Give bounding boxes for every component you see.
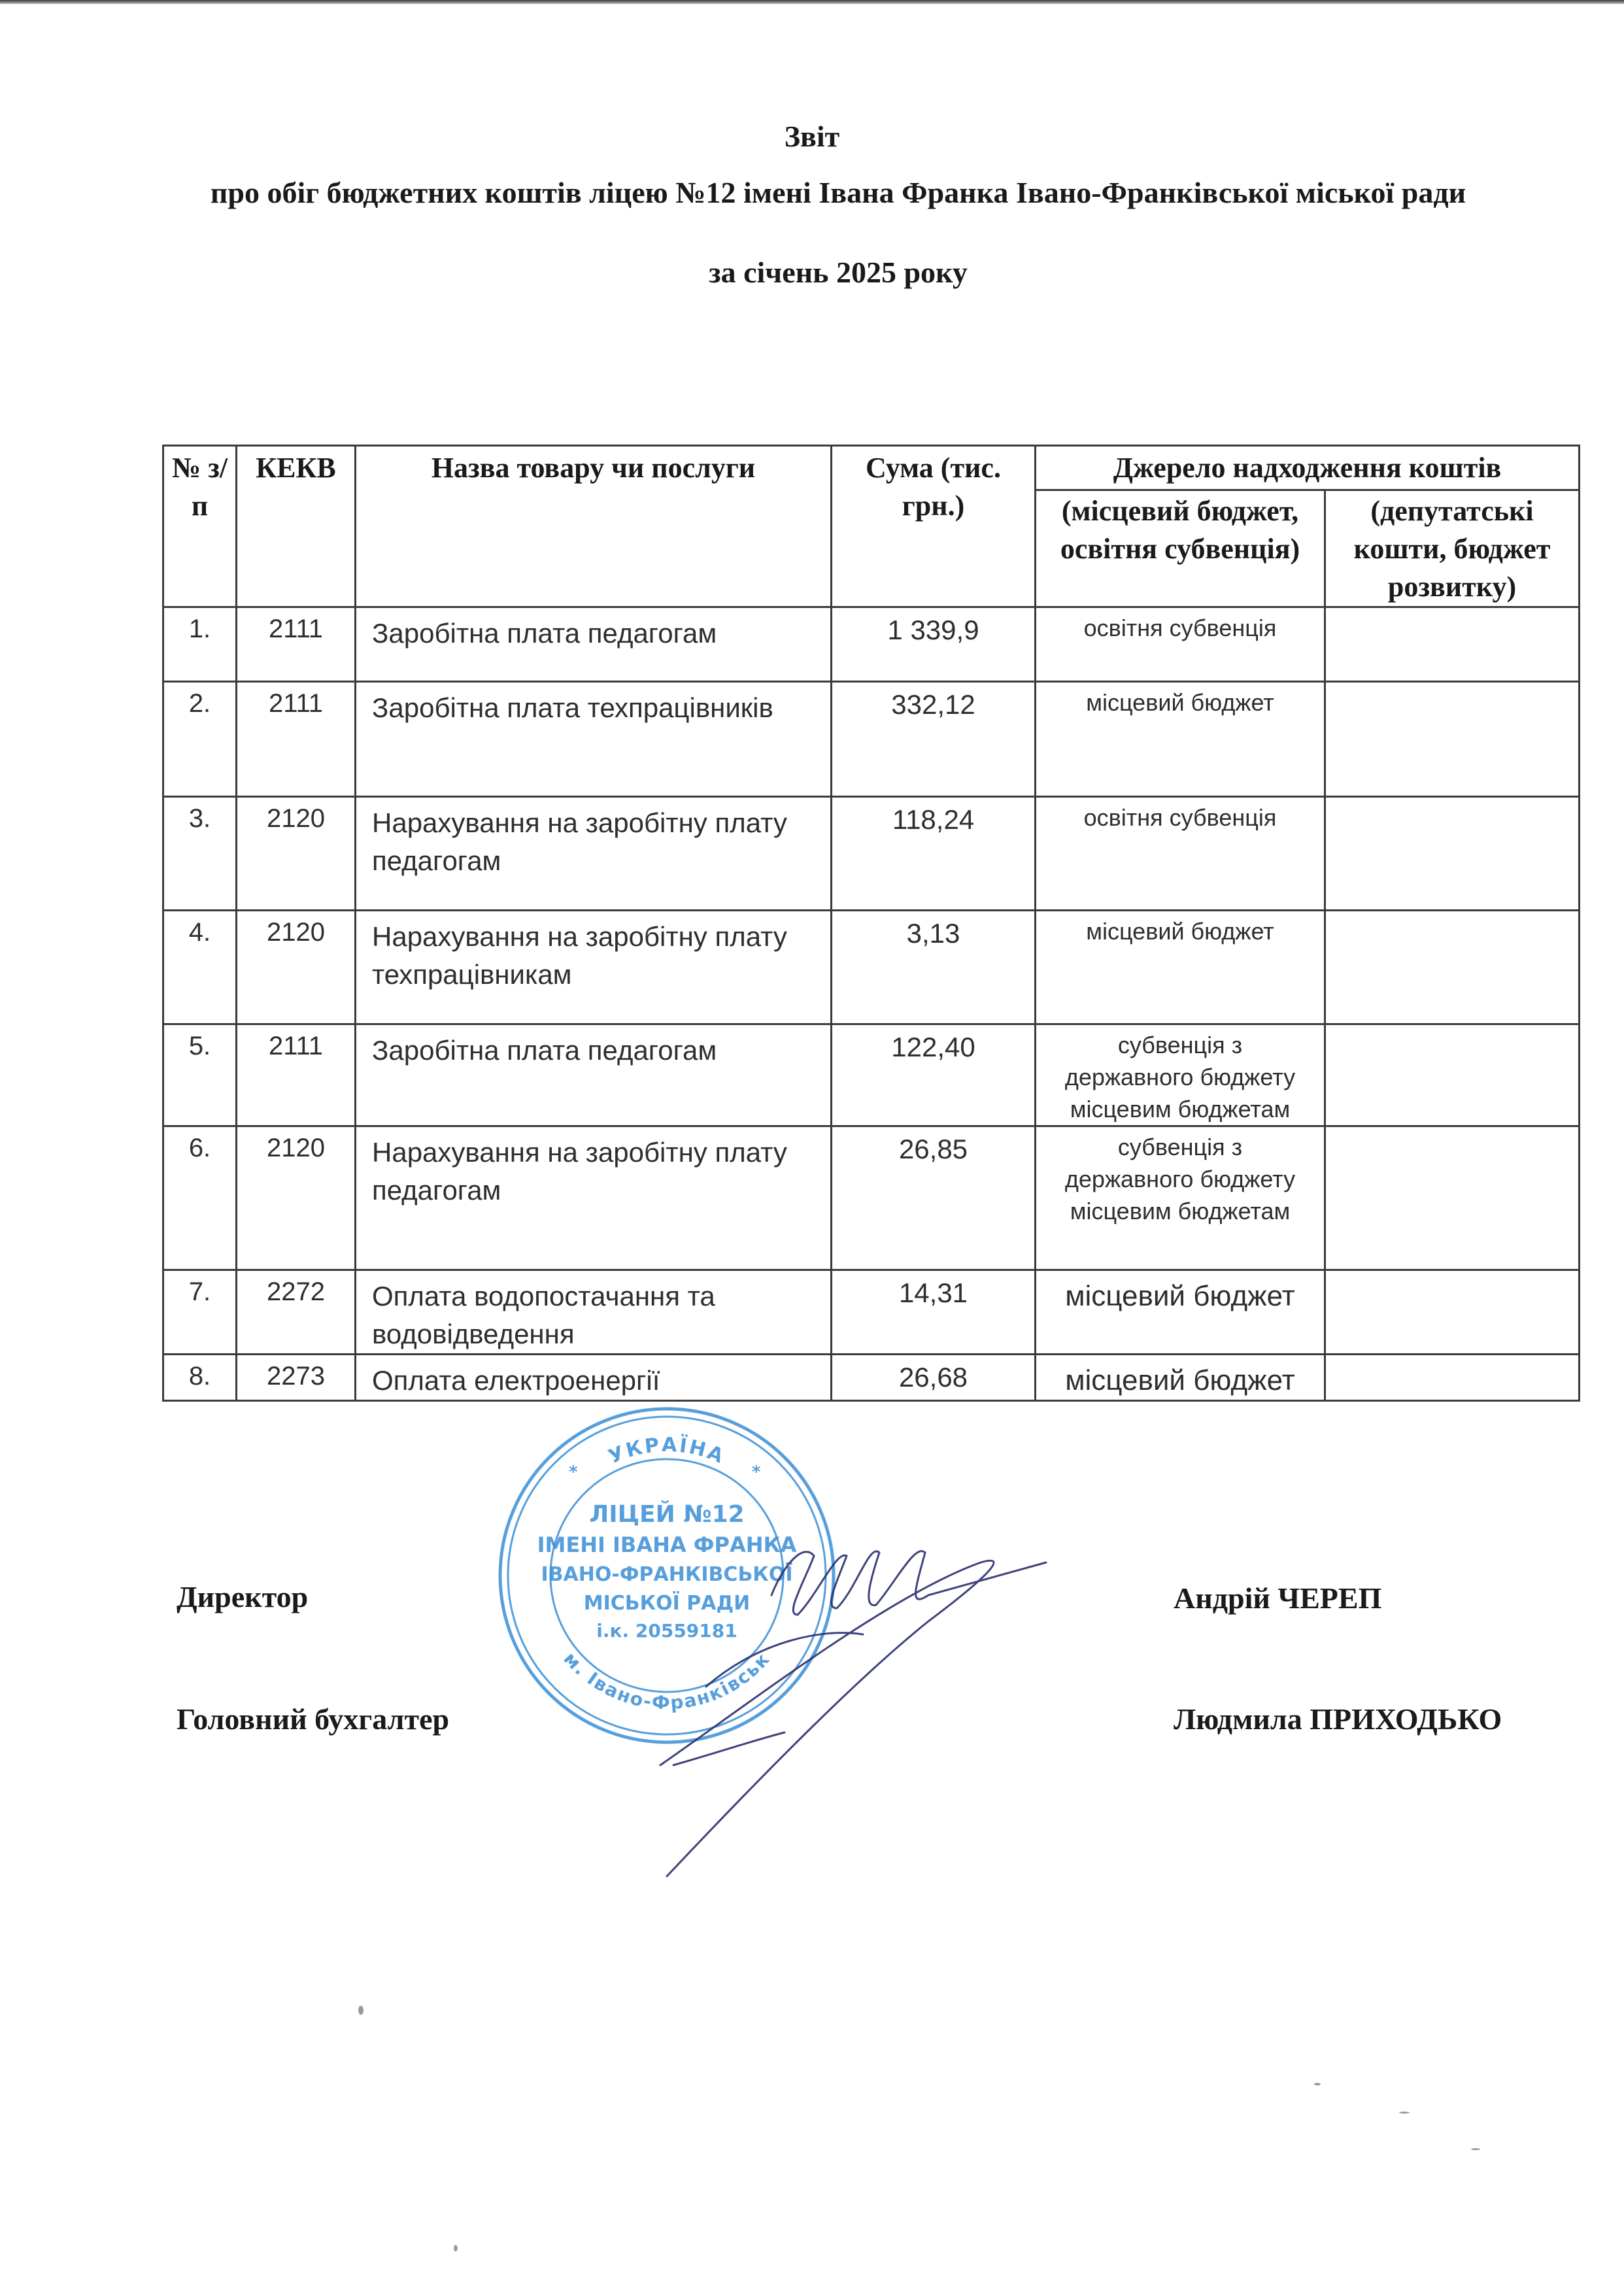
row-sum-cell: 1 339,9 <box>832 607 1036 682</box>
row-kekv-cell: 2120 <box>237 911 356 1024</box>
row-deputy-cell <box>1325 797 1580 911</box>
row-source-cell: субвенція з державного бюджету місцевим бюджетам <box>1036 1126 1325 1270</box>
svg-text:УКРАЇНА <box>605 1434 728 1469</box>
document-period: за січень 2025 року <box>709 256 968 289</box>
row-num-cell: 8. <box>163 1355 237 1401</box>
row-kekv-cell: 2111 <box>237 1024 356 1126</box>
svg-text:*: * <box>569 1462 578 1482</box>
row-name-cell: Заробітна плата техпрацівників <box>356 682 832 797</box>
row-kekv-cell: 2273 <box>237 1355 356 1401</box>
row-num-cell: 6. <box>163 1126 237 1270</box>
header-kekv: КЕКВ <box>237 446 356 607</box>
row-name-cell: Заробітна плата педагогам <box>356 607 832 682</box>
scan-speck <box>1399 2112 1410 2114</box>
row-source-cell: місцевий бюджет <box>1036 911 1325 1024</box>
stamp-bottom-text: м. Івано-Франківськ <box>559 1647 775 1714</box>
row-kekv-cell: 2120 <box>237 1126 356 1270</box>
row-kekv-cell: 2120 <box>237 797 356 911</box>
row-source-cell: освітня субвенція <box>1036 607 1325 682</box>
scan-speck <box>454 2245 458 2252</box>
header-source-deputy: (депутатські кошти, бюджет розвитку) <box>1325 490 1580 607</box>
report-table <box>162 445 1580 1402</box>
director-signature <box>588 1491 1059 1883</box>
row-sum-cell: 118,24 <box>832 797 1036 911</box>
row-sum-cell: 3,13 <box>832 911 1036 1024</box>
scan-speck <box>1314 2083 1321 2085</box>
director-name: Андрій ЧЕРЕП <box>1174 1581 1382 1615</box>
stamp-line1: ЛІЦЕЙ №12 <box>589 1501 745 1528</box>
table-row <box>163 682 1580 797</box>
row-sum-cell: 332,12 <box>832 682 1036 797</box>
accountant-label: Головний бухгалтер <box>177 1702 450 1736</box>
director-label: Директор <box>177 1580 309 1613</box>
scan-speck <box>1471 2148 1480 2150</box>
row-source-cell: місцевий бюджет <box>1036 1270 1325 1355</box>
table-row <box>163 1126 1580 1270</box>
table-row <box>163 1355 1580 1401</box>
row-name-cell: Оплата водопостачання та водовідведення <box>356 1270 832 1355</box>
row-sum-cell: 26,68 <box>832 1355 1036 1401</box>
row-num-cell: 2. <box>163 682 237 797</box>
header-name: Назва товару чи послуги <box>356 446 832 607</box>
row-num-cell: 7. <box>163 1270 237 1355</box>
row-sum-cell: 26,85 <box>832 1126 1036 1270</box>
table-row <box>163 797 1580 911</box>
row-deputy-cell <box>1325 607 1580 682</box>
row-kekv-cell: 2111 <box>237 607 356 682</box>
row-source-cell: місцевий бюджет <box>1036 1355 1325 1401</box>
row-sum-cell: 14,31 <box>832 1270 1036 1355</box>
row-num-cell: 5. <box>163 1024 237 1126</box>
scan-edge <box>0 0 1624 4</box>
row-num-cell: 4. <box>163 911 237 1024</box>
row-kekv-cell: 2111 <box>237 682 356 797</box>
row-name-cell: Нарахування на заробітну плату техпрацівникам <box>356 911 832 1024</box>
header-source: Джерело надходження коштів <box>1036 446 1580 490</box>
row-name-cell: Нарахування на заробітну плату педагогам <box>356 1126 832 1270</box>
row-deputy-cell <box>1325 1270 1580 1355</box>
stamp-code: і.к. 20559181 <box>596 1620 737 1642</box>
row-source-cell: освітня субвенція <box>1036 797 1325 911</box>
row-source-cell: місцевий бюджет <box>1036 682 1325 797</box>
header-source-local: (місцевий бюджет, освітня субвенція) <box>1036 490 1325 607</box>
row-deputy-cell <box>1325 682 1580 797</box>
row-name-cell: Оплата електроенергії <box>356 1355 832 1401</box>
document-subtitle: про обіг бюджетних коштів ліцею №12 імені Івана Франка Івано-Франківської міської ради <box>210 176 1466 209</box>
row-source-cell: субвенція з державного бюджету місцевим бюджетам <box>1036 1024 1325 1126</box>
table-row <box>163 607 1580 682</box>
scan-speck <box>358 2006 364 2015</box>
stamp-line4: МІСЬКОЇ РАДИ <box>583 1592 751 1615</box>
table-row <box>163 1024 1580 1126</box>
table-row <box>163 1270 1580 1355</box>
table-row <box>163 911 1580 1024</box>
row-deputy-cell <box>1325 911 1580 1024</box>
accountant-name: Людмила ПРИХОДЬКО <box>1174 1702 1502 1736</box>
row-deputy-cell <box>1325 1024 1580 1126</box>
row-name-cell: Заробітна плата педагогам <box>356 1024 832 1126</box>
document-title: Звіт <box>784 120 840 153</box>
stamp-top-text: УКРАЇНА <box>605 1433 729 1469</box>
row-sum-cell: 122,40 <box>832 1024 1036 1126</box>
header-sum: Сума (тис. грн.) <box>832 446 1036 607</box>
row-deputy-cell <box>1325 1126 1580 1270</box>
stamp-line3: ІВАНО-ФРАНКІВСЬКОЇ <box>541 1563 793 1586</box>
row-name-cell: Нарахування на заробітну плату педагогам <box>356 797 832 911</box>
row-kekv-cell: 2272 <box>237 1270 356 1355</box>
header-num: № з/п <box>163 446 237 607</box>
row-num-cell: 1. <box>163 607 237 682</box>
stamp-line2: ІМЕНІ ІВАНА ФРАНКА <box>537 1532 797 1557</box>
row-num-cell: 3. <box>163 797 237 911</box>
svg-text:*: * <box>752 1462 761 1482</box>
row-deputy-cell <box>1325 1355 1580 1401</box>
